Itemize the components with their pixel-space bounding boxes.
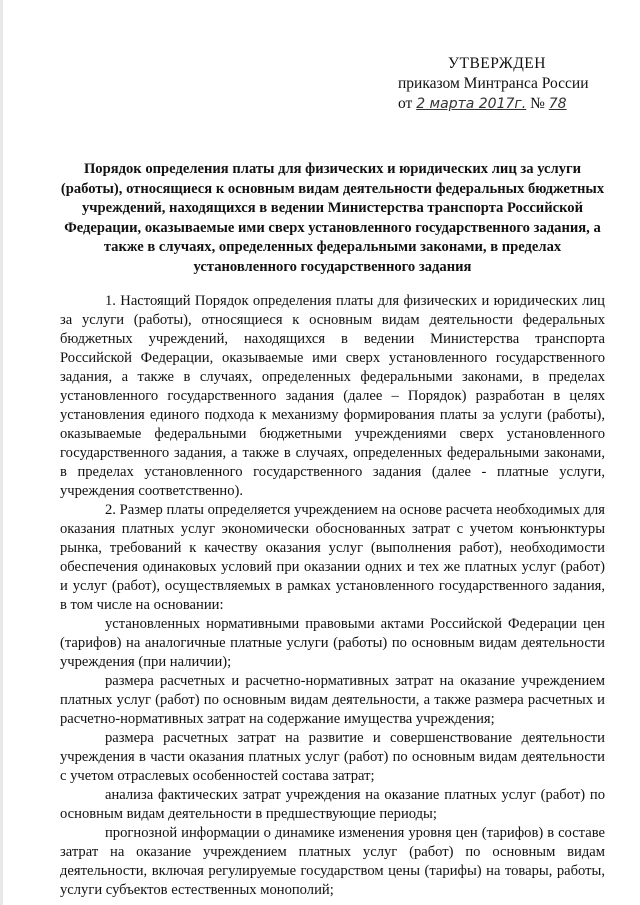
paragraph: 1. Настоящий Порядок определения платы для физических и юридических лиц за услуги (работы), относящиеся к основным видам деятельности федеральных бюджетных учреждений, находящихся в ведении Министерства транспорта Российской Федерации, оказываемые ими сверх установленного государственного задания, а также в случаях, определенных федеральными законами, в пределах установленного государственного задания (далее – Порядок) разработан в целях установления единого подхода к механизму формирования платы за услуги (работы), оказываемые федеральными бюджетными учреждениями сверх установленного государственного задания, а также в случаях, определенных федеральными законами, в пределах установленного государственного задания (далее - платные услуги, учреждения соответственно). <box>60 293 605 499</box>
scan-edge <box>0 0 3 905</box>
paragraph: размера расчетных и расчетно-нормативных затрат на оказание учреждением платных услуг (работ) по основным видам деятельности, а также размера расчетных и расчетно-нормативных затрат на содержание имущества учреждения; <box>60 673 605 727</box>
approval-block <box>398 54 618 114</box>
approval-order-line: приказом Минтранса России <box>398 75 589 92</box>
paragraph: размера расчетных затрат на развитие и совершенствование деятельности учреждения в части оказания платных услуг (работ) по основным видам деятельности с учетом отраслевых особенностей состава затрат; <box>60 730 605 784</box>
document-body <box>60 292 605 900</box>
approval-title: УТВЕРЖДЕН <box>448 55 546 72</box>
approval-date-line <box>398 94 618 114</box>
approval-from-label: от <box>398 95 413 112</box>
paragraph: 2. Размер платы определяется учреждением на основе расчета необходимых для оказания платных услуг экономически обоснованных затрат с учетом конъюнктуры рынка, требований к качеству оказания услуг (выполнения работ), необходимости обеспечения одинаковых условий при оказании одних и тех же платных услуг (работ) и услуг (работ), осуществляемых в рамках установленного государственного задания, в том числе на основании: <box>60 502 605 613</box>
approval-number-handwritten: 78 <box>548 96 567 112</box>
approval-date-handwritten: 2 марта 2017г. <box>416 96 527 112</box>
paragraph: установленных нормативными правовыми актами Российской Федерации цен (тарифов) на аналогичные платные услуги (работы) по основным видам деятельности учреждения (при наличии); <box>60 616 605 670</box>
paragraph: прогнозной информации о динамике изменения уровня цен (тарифов) в составе затрат на оказание учреждением платных услуг (работ) по основным видам деятельности, включая регулируемые государством цены (тарифы) на товары, работы, услуги субъектов естественных монополий; <box>60 825 605 898</box>
document-title: Порядок определения платы для физических и юридических лиц за услуги (работы), относящиеся к основным видам деятельности федеральных бюджетных учреждений, находящихся в ведении Министерства транспорта Российской Федерации, оказываемые ими сверх установленного государственного задания, а также в случаях, определенных федеральными законами, в пределах установленного государственного задания <box>60 161 605 275</box>
paragraph: анализа фактических затрат учреждения на оказание платных услуг (работ) по основным видам деятельности в предшествующие периоды; <box>60 787 605 822</box>
approval-number-label: № <box>530 95 545 112</box>
